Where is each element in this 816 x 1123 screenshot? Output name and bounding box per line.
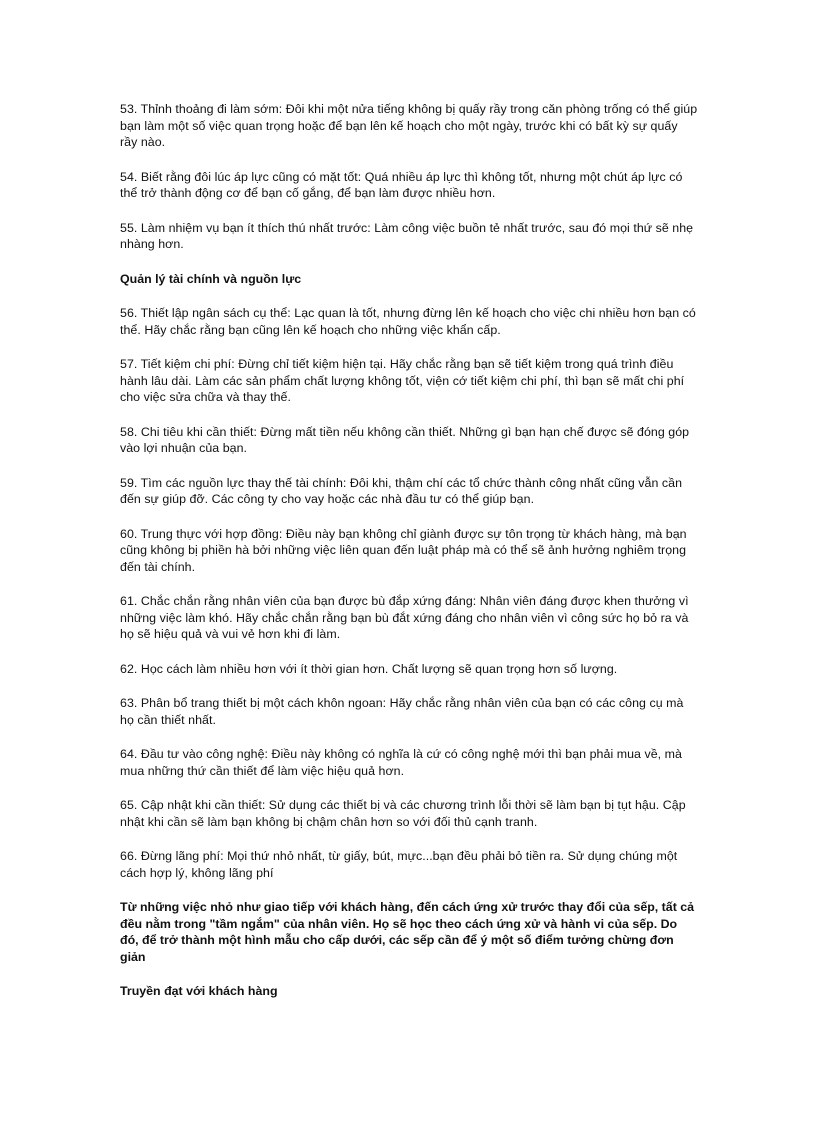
list-item-62: 62. Học cách làm nhiều hơn với ít thời gian hơn. Chất lượng sẽ quan trọng hơn số lượng.	[120, 661, 618, 676]
list-item-66: 66. Đừng lãng phí: Mọi thứ nhỏ nhất, từ giấy, bút, mực...bạn đều phải bỏ tiền ra. Sử dụng chúng một cách hợp lý, không lãng phí	[120, 849, 678, 880]
list-item-58: 58. Chi tiêu khi cần thiết: Đừng mất tiền nếu không cần thiết. Những gì bạn hạn chế được sẽ đóng góp vào lợi nhuận của bạn.	[120, 424, 690, 455]
list-item-56: 56. Thiết lập ngân sách cụ thể: Lạc quan là tốt, nhưng đừng lên kế hoạch cho việc chi nhiều hơn bạn có thể. Hãy chắc rằng bạn cũng lên kế hoạch cho những việc khẩn cấp.	[120, 306, 696, 337]
section-heading-customers: Truyền đạt với khách hàng	[120, 984, 278, 998]
document-page	[120, 101, 698, 1018]
list-item-53: 53. Thỉnh thoảng đi làm sớm: Đôi khi một nửa tiếng không bị quấy rầy trong căn phòng trống có thể giúp bạn làm một số việc quan trọng hoặc để bạn lên kế hoạch cho một ngày, trước khi có bất kỳ sự quấy rầy nào.	[120, 102, 698, 149]
bold-intro-paragraph: Từ những việc nhỏ như giao tiếp với khách hàng, đến cách ứng xử trước thay đổi của sếp, tất cả đều nằm trong "tầm ngắm" của nhân viên. Họ sẽ học theo cách ứng xử và hành vi của sếp. Do đó, để trở thành một hình mẫu cho cấp dưới, các sếp cần để ý một số điểm tưởng chừng đơn giản	[120, 900, 695, 964]
list-item-61: 61. Chắc chắn rằng nhân viên của bạn được bù đắp xứng đáng: Nhân viên đáng được khen thưởng vì những việc làm khó. Hãy chắc chắn rằng bạn bù đắt xứng đáng cho nhân viên vì công sức họ bỏ ra và họ sẽ hiệu quả và vui vẻ hơn khi đi làm.	[120, 594, 689, 641]
list-item-60: 60. Trung thực với hợp đồng: Điều này bạn không chỉ giành được sự tôn trọng từ khách hàng, mà bạn cũng không bị phiền hà bởi những việc liên quan đến luật pháp mà có thể sẽ ảnh hưởng nghiêm trọng đến tài chính.	[120, 526, 687, 574]
list-item-57: 57. Tiết kiệm chi phí: Đừng chỉ tiết kiệm hiện tại. Hãy chắc rằng bạn sẽ tiết kiệm trong quá trình điều hành lâu dài. Làm các sản phẩm chất lượng không tốt, viện cớ tiết kiệm chi phí, thì bạn sẽ mất chi phí cho việc sửa chữa và thay thế.	[120, 357, 685, 404]
list-item-59: 59. Tìm các nguồn lực thay thế tài chính: Đôi khi, thậm chí các tổ chức thành công nhất cũng vẫn cần đến sự giúp đỡ. Các công ty cho vay hoặc các nhà đầu tư có thể giúp bạn.	[120, 475, 683, 506]
list-item-65: 65. Cập nhật khi cần thiết: Sử dụng các thiết bị và các chương trình lỗi thời sẽ làm bạn bị tụt hậu. Cập nhật khi cần sẽ làm bạn không bị chậm chân hơn so với đối thủ cạnh tranh.	[120, 798, 686, 829]
section-heading-finance: Quản lý tài chính và nguồn lực	[120, 271, 302, 286]
list-item-64: 64. Đầu tư vào công nghệ: Điều này không có nghĩa là cứ có công nghệ mới thì bạn phải mua về, mà mua những thứ cần thiết để làm việc hiệu quả hơn.	[120, 747, 682, 778]
list-item-54: 54. Biết rằng đôi lúc áp lực cũng có mặt tốt: Quá nhiều áp lực thì không tốt, nhưng một chút áp lực có thể trở thành động cơ để bạn cố gắng, để bạn làm được nhiều hơn.	[120, 169, 683, 200]
list-item-55: 55. Làm nhiệm vụ bạn ít thích thú nhất trước: Làm công việc buồn tẻ nhất trước, sau đó mọi thứ sẽ nhẹ nhàng hơn.	[120, 220, 694, 251]
list-item-63: 63. Phân bổ trang thiết bị một cách khôn ngoan: Hãy chắc rằng nhân viên của bạn có các công cụ mà họ cần thiết nhất.	[120, 696, 684, 727]
